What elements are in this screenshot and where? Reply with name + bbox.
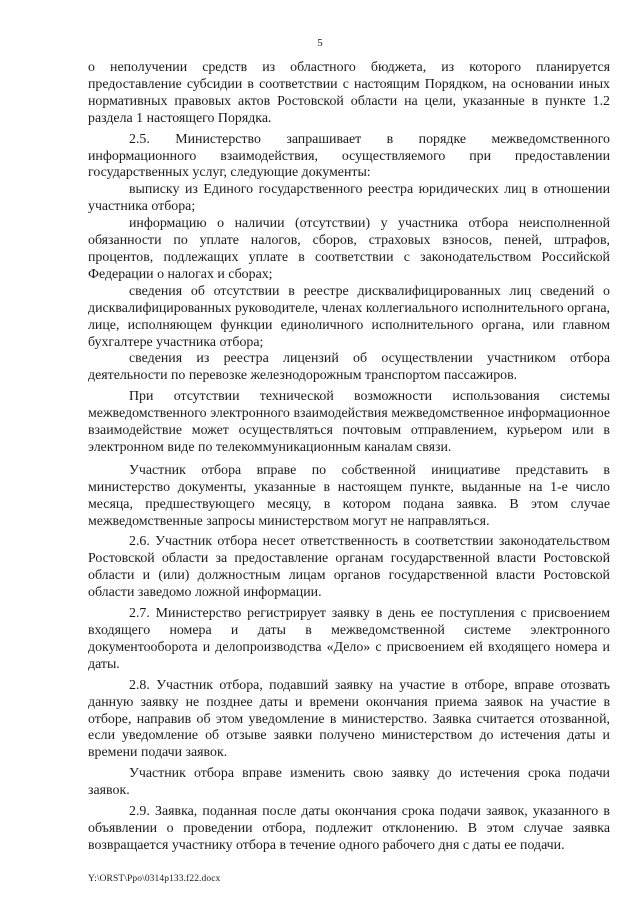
paragraph-2-5: 2.5. Министерство запрашивает в порядке межведомственного информационного взаимодействия, осуществляемого при предоставлении государственных услуг, следующие документы: <box>88 131 610 181</box>
paragraph-2-9: 2.9. Заявка, поданная после даты окончания срока подачи заявок, указанного в объявлении о проведении отбора, подлежит отклонению. В этом случае заявка возвращается участнику отбора в течение одного рабочего дня с даты ее подачи. <box>88 804 610 853</box>
paragraph-2-8: 2.8. Участник отбора, подавший заявку на участие в отборе, вправе отозвать данную заявку не позднее даты и времени окончания приема заявок на участие в отборе, направив об этом уведомление в министерство. Заявка считается отозванной, если уведомление об отзыве заявки получено министерством до истечения даты и времени подачи заявок. <box>88 677 610 761</box>
paragraph-2-8-change: Участник отбора вправе изменить свою заявку до истечения срока подачи заявок. <box>88 766 610 799</box>
page-number: 5 <box>317 37 323 49</box>
paragraph-2-5-taxes: информацию о наличии (отсутствии) у участника отбора неисполненной обязанности по уплате налогов, сборов, страховых взносов, пеней, штрафов, процентов, подлежащих уплате в соответствии с законодательством Российской Федерации о налогах и сборах; <box>88 216 610 282</box>
paragraph-2-5-own-initiative: Участник отбора вправе по собственной инициативе представить в министерство документы, указанные в настоящем пункте, выданные на 1-е число месяца, предшествующего месяцу, в котором подана заявка. В этом случае межведомственные запросы министерством могут не направляться. <box>88 462 610 529</box>
footer-file-path: Y:\ORST\Ppo\0314p133.f22.docx <box>88 874 221 884</box>
paragraph-2-7: 2.7. Министерство регистрирует заявку в день ее поступления с присвоением входящего номера и даты в межведомственной системе электронного документооборота и делопроизводства «Дело» с присвоением ей входящего номера и даты. <box>88 606 610 672</box>
paragraph-2-5-disqualified: сведения об отсутствии в реестре дисквалифицированных лиц сведений о дисквалифицированных руководителе, членах коллегиального исполнительного органа, лице, исполняющем функции единоличного исполнительного органа, или главном бухгалтере участника отбора; <box>88 283 610 350</box>
paragraph-2-6: 2.6. Участник отбора несет ответственность в соответствии законодательством Ростовской области за предоставление органам государственной власти Ростовской области и (или) должностным лицам органов государственной власти Ростовской области заведомо ложной информации. <box>88 534 610 601</box>
paragraph-funding-continuation: о неполучении средств из областного бюджета, из которого планируется предоставление субсидии в соответствии с настоящим Порядком, на основании иных нормативных правовых актов Ростовской области на цели, указанные в пункте 1.2 раздела 1 настоящего Порядка. <box>88 60 610 126</box>
paragraph-2-5-licenses: сведения из реестра лицензий об осуществлении участником отбора деятельности по перевозке железнодорожным транспортом пассажиров. <box>88 351 610 384</box>
document-body <box>88 60 610 855</box>
paragraph-2-5-no-tech: При отсутствии технической возможности использования системы межведомственного электронного взаимодействия межведомственное информационное взаимодействие может осуществляться почтовым отправлением, курьером или в электронном виде по телекоммуникационным каналам связи. <box>88 389 610 455</box>
paragraph-2-5-egrul: выписку из Единого государственного реестра юридических лиц в отношении участника отбора; <box>88 182 610 215</box>
